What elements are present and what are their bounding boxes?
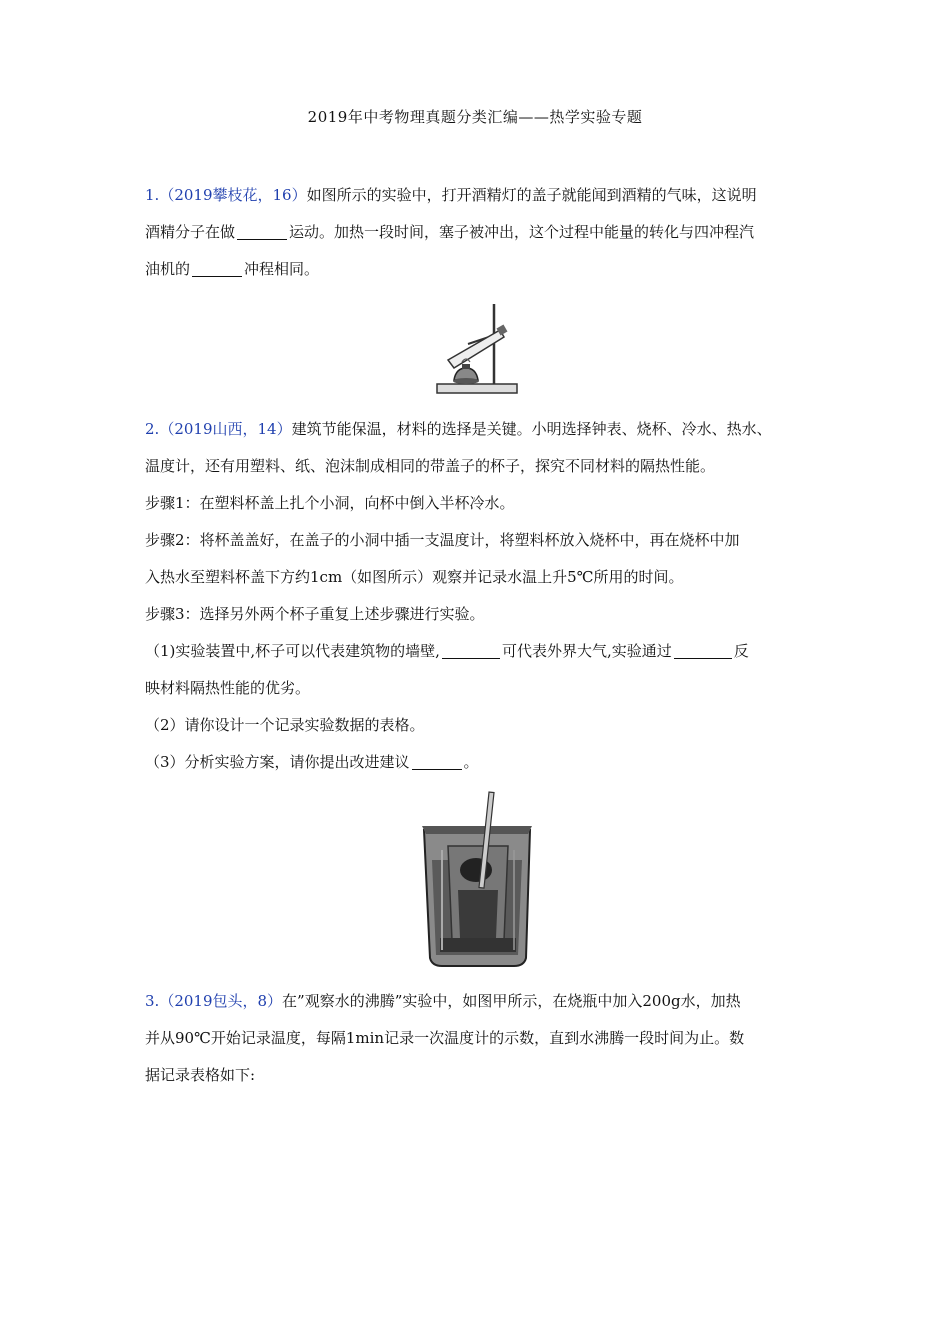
answer-blank[interactable] (674, 640, 732, 659)
q3-line-2: 并从90℃开始记录温度，每隔1min记录一次温度计的示数，直到水沸腾一段时间为止。数 (145, 1029, 745, 1047)
q1-line-2 (145, 214, 825, 251)
q2-step-3: 步骤3：选择另外两个杯子重复上述步骤进行实验。 (145, 605, 485, 623)
q2-sub-1-line-2: 映材料隔热性能的优劣。 (145, 679, 311, 697)
answer-blank[interactable] (237, 221, 287, 240)
answer-blank[interactable] (192, 258, 242, 277)
alcohol-lamp-apparatus-figure (432, 300, 522, 398)
q2-step-2-line-2: 入热水至塑料杯盖下方约1cm（如图所示）观察并记录水温上升5℃所用的时间。 (145, 568, 684, 586)
q2-line-2: 温度计，还有用塑料、纸、泡沫制成相同的带盖子的杯子，探究不同材料的隔热性能。 (145, 457, 716, 475)
question-2 (145, 411, 825, 781)
question-1 (145, 177, 825, 288)
q2-sub3-text: （3）分析实验方案，请你提出改进建议 (145, 753, 410, 771)
q3-line-1 (145, 983, 825, 1020)
q2-line-1 (145, 411, 825, 448)
q1-line-3 (145, 251, 825, 288)
q1-number: 1. (145, 186, 160, 204)
q2-step-2-line-1: 步骤2：将杯盖盖好，在盖子的小洞中插一支温度计，将塑料杯放入烧杯中，再在烧杯中加 (145, 531, 740, 549)
answer-blank[interactable] (412, 751, 462, 770)
q2-source: （2019山西，14） (159, 420, 292, 438)
q2-sub-1-line-1 (145, 633, 825, 670)
answer-blank[interactable] (442, 640, 500, 659)
q2-sub1-text-c: 反 (733, 642, 749, 660)
q1-line-1 (145, 177, 825, 214)
question-3 (145, 983, 825, 1094)
q1-text-a: 酒精分子在做 (145, 223, 236, 241)
q3-text: 在”观察水的沸腾”实验中，如图甲所示，在烧瓶中加入200g水，加热 (282, 992, 741, 1010)
q3-source: （2019包头，8） (159, 992, 283, 1010)
q2-text: 建筑节能保温，材料的选择是关键。小明选择钟表、烧杯、冷水、热水、 (291, 420, 772, 438)
q3-line-3: 据记录表格如下: (145, 1066, 256, 1084)
q2-sub-3 (145, 744, 825, 781)
page-title: 2019年中考物理真题分类汇编——热学实验专题 (307, 108, 643, 126)
q1-source: （2019攀枝花，16） (159, 186, 307, 204)
q2-sub1-text-a: （1)实验装置中,杯子可以代表建筑物的墙壁, (145, 642, 440, 660)
q2-sub3-end: 。 (463, 753, 479, 771)
q2-sub1-text-b: 可代表外界大气,实验通过 (501, 642, 672, 660)
q1-text-d: 冲程相同。 (244, 260, 320, 278)
q2-number: 2. (145, 420, 160, 438)
beaker-thermometer-figure (418, 790, 536, 970)
q1-text-c: 油机的 (145, 260, 191, 278)
q2-sub-2: （2）请你设计一个记录实验数据的表格。 (145, 716, 425, 734)
q2-step-1: 步骤1：在塑料杯盖上扎个小洞，向杯中倒入半杯冷水。 (145, 494, 515, 512)
q1-text: 如图所示的实验中，打开酒精灯的盖子就能闻到酒精的气味，这说明 (306, 186, 757, 204)
q3-number: 3. (145, 992, 160, 1010)
q1-text-b: 运动。加热一段时间，塞子被冲出，这个过程中能量的转化与四冲程汽 (289, 223, 755, 241)
